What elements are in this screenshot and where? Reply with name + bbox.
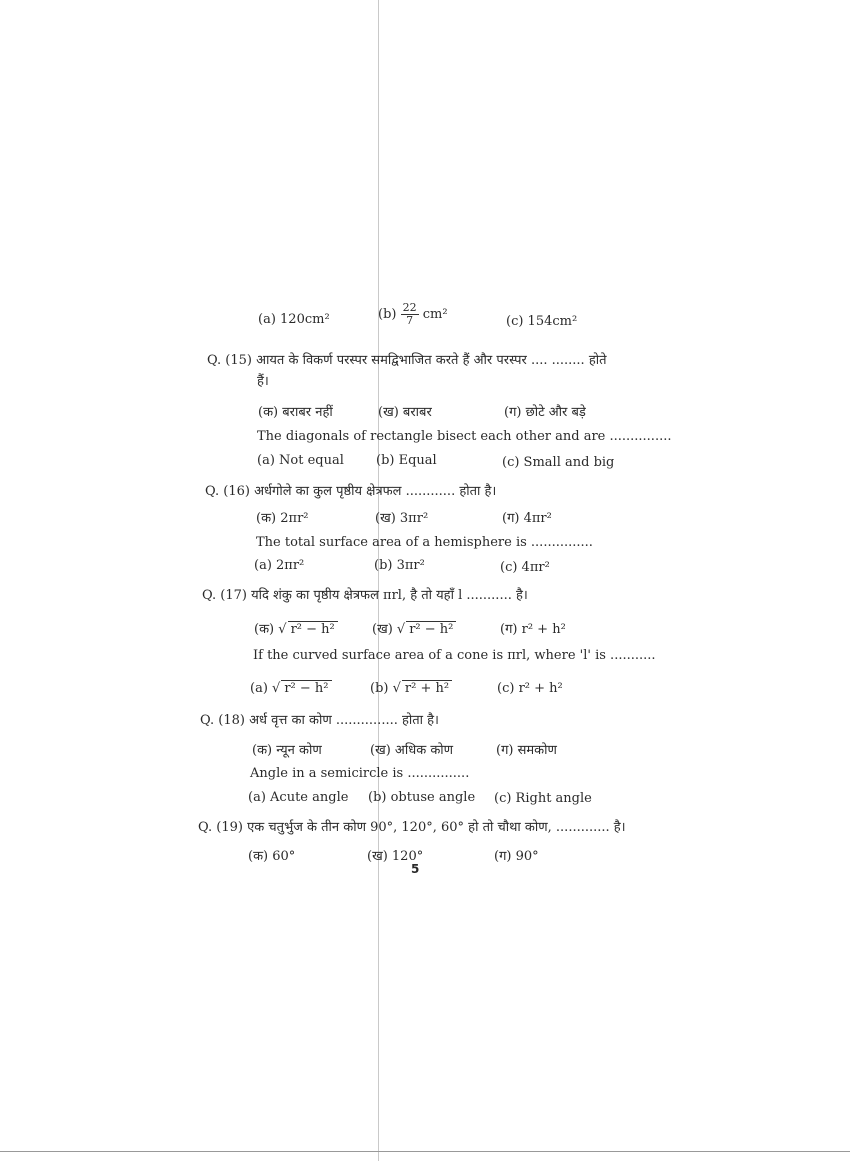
q16-english-option-2: (b) 3πr² xyxy=(374,558,425,573)
q16-hindi-option-2: (ख) 3πr² xyxy=(375,511,429,526)
option-label: (a) xyxy=(250,681,268,696)
sqrt-expression: r² − h² xyxy=(406,621,456,637)
q19-hindi-option-3: (ग) 90° xyxy=(494,849,539,864)
option-label: (b) xyxy=(370,681,389,696)
q17-hindi-option-2 xyxy=(372,619,456,637)
q15-hindi-option-3: (ग) छोटे और बड़े xyxy=(504,405,586,420)
sqrt-expression: r² + h² xyxy=(402,680,452,696)
q16-english-option-3: (c) 4πr² xyxy=(500,560,550,575)
q17-english-option-3 xyxy=(497,681,563,696)
q17-english-option-2 xyxy=(370,680,452,696)
sqrt-symbol: √ xyxy=(272,681,281,696)
fraction-numerator: 22 xyxy=(402,301,417,314)
q18-english-option-2: (b) obtuse angle xyxy=(368,790,476,805)
q16-hindi-question: Q. (16) अर्धगोले का कुल पृष्ठीय क्षेत्रफल ............ होता है। xyxy=(205,484,497,499)
q19-hindi-question: Q. (19) एक चतुर्भुज के तीन कोण 90°, 120°, 60° हो तो चौथा कोण, ............. है। xyxy=(198,820,626,835)
q15-hindi-option-1: (क) बराबर नहीं xyxy=(258,405,333,420)
option-label: (ख) xyxy=(372,622,393,637)
q15-hindi-question: Q. (15) आयत के विकर्ण परस्पर समद्विभाजित करते हैं और परस्पर .... ........ होते xyxy=(207,353,607,368)
sqrt-symbol: √ xyxy=(278,622,287,637)
q18-hindi-option-1: (क) न्यून कोण xyxy=(252,743,322,758)
q15-hindi-option-2: (ख) बराबर xyxy=(378,405,432,420)
q16-hindi-option-3: (ग) 4πr² xyxy=(502,511,552,526)
q15-hindi-question-cont: हैं। xyxy=(257,374,269,389)
plain-expression: r² + h² xyxy=(518,681,563,696)
q17-hindi-option-3 xyxy=(500,619,566,637)
q19-hindi-option-2: (ख) 120° xyxy=(367,849,424,864)
q15-english-option-3: (c) Small and big xyxy=(502,455,615,470)
sqrt-symbol: √ xyxy=(396,622,406,637)
q17-hindi-option-1 xyxy=(254,619,338,637)
q16-hindi-option-1: (क) 2πr² xyxy=(256,511,309,526)
q17-english-option-1 xyxy=(250,680,332,696)
q15-english-option-1: (a) Not equal xyxy=(257,453,344,468)
q18-english-option-3: (c) Right angle xyxy=(494,791,592,806)
q17-hindi-question: Q. (17) यदि शंकु का पृष्ठीय क्षेत्रफल πrl, है तो यहाँ l ........... है। xyxy=(202,588,528,603)
option-label: (ग) xyxy=(500,622,518,637)
q14-option-b-unit: cm² xyxy=(422,307,448,322)
q14-option-a: (a) 120cm² xyxy=(258,312,330,327)
scan-fold-line xyxy=(378,0,379,1161)
q14-option-b-fraction xyxy=(401,302,419,327)
page-number: 5 xyxy=(411,862,420,876)
fraction-denominator: 7 xyxy=(406,314,414,327)
plain-expression: r² + h² xyxy=(521,622,566,637)
q16-english-option-1: (a) 2πr² xyxy=(254,558,305,573)
q18-english-option-1: (a) Acute angle xyxy=(248,790,349,805)
option-label: (c) xyxy=(497,681,515,696)
sqrt-expression: r² − h² xyxy=(288,621,338,637)
q17-english-question: If the curved surface area of a cone is πrl, where 'l' is ........... xyxy=(253,648,656,663)
q19-hindi-option-1: (क) 60° xyxy=(248,849,296,864)
q14-option-b-prefix: (b) xyxy=(378,307,397,322)
sqrt-symbol: √ xyxy=(392,681,401,696)
q18-hindi-question: Q. (18) अर्ध वृत्त का कोण ............... होता है। xyxy=(200,713,439,728)
q15-english-option-2: (b) Equal xyxy=(376,453,437,468)
sqrt-expression: r² − h² xyxy=(281,680,331,696)
q16-english-question: The total surface area of a hemisphere is ............... xyxy=(256,535,593,550)
q14-option-c: (c) 154cm² xyxy=(506,314,578,329)
q18-hindi-option-3: (ग) समकोण xyxy=(496,743,557,758)
option-label: (क) xyxy=(254,622,275,637)
scan-bottom-edge xyxy=(0,1151,850,1152)
q15-english-question: The diagonals of rectangle bisect each other and are ............... xyxy=(257,429,672,444)
q18-hindi-option-2: (ख) अधिक कोण xyxy=(370,743,454,758)
q14-option-b xyxy=(378,302,448,327)
q18-english-question: Angle in a semicircle is ............... xyxy=(250,766,470,781)
